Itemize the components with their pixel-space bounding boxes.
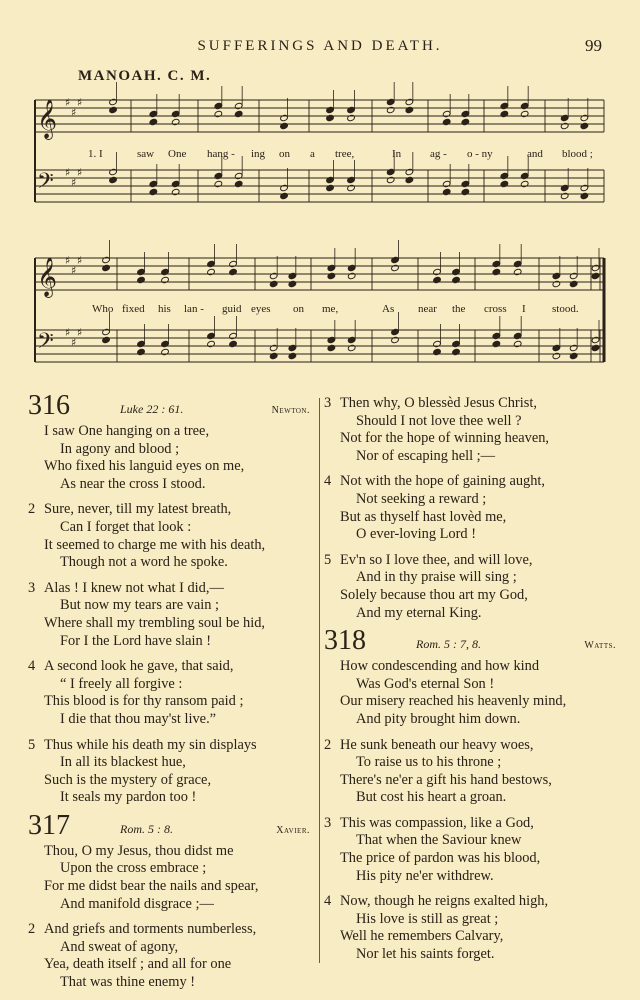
sharp-icon: ♯ (71, 176, 77, 189)
verse-line: And pity brought him down. (356, 710, 521, 727)
note-head (234, 180, 243, 187)
music-score (0, 0, 640, 395)
verse-line: Solely because thou art my God, (340, 586, 528, 603)
note-head (569, 352, 578, 359)
tune-title: MANOAH. C. M. (78, 68, 212, 84)
note-head (461, 118, 470, 125)
note-head (207, 332, 216, 339)
lyric-syllable: One (168, 148, 187, 160)
note-head (149, 118, 158, 125)
verse-line: 4 A second look he gave, that said, (28, 658, 234, 675)
note-head (102, 264, 111, 271)
note-head (433, 268, 442, 275)
stanza (324, 473, 616, 543)
note-head (580, 114, 589, 121)
lyric-syllable: fixed (122, 303, 145, 315)
lyric-syllable: 1. I (88, 148, 103, 160)
lyric-syllable: a (310, 148, 315, 160)
stanza (324, 658, 616, 728)
bass-clef-icon: 𝄢 (37, 169, 54, 199)
verse-line: And sweat of agony, (60, 938, 179, 955)
lyric-syllable: guid (222, 303, 242, 315)
verse-line: 2 He sunk beneath our heavy woes, (324, 736, 534, 753)
verse-line: Upon the cross embrace ; (60, 860, 207, 877)
note-head (386, 106, 395, 113)
verse-line: Who fixed his languid eyes on me, (44, 458, 245, 475)
note-head (492, 260, 501, 267)
note-head (391, 336, 400, 343)
note-head (207, 340, 216, 347)
note-head (452, 276, 461, 283)
note-head (109, 98, 118, 105)
stanza (28, 580, 310, 650)
verse-line: Thou, O my Jesus, thou didst me (44, 842, 234, 859)
note-head (347, 336, 356, 343)
note-head (207, 268, 216, 275)
stanza-number: 3 (324, 395, 332, 411)
note-head (229, 332, 238, 339)
verse-line: I saw One hanging on a tree, (44, 423, 210, 439)
note-head (442, 118, 451, 125)
note-head (391, 256, 400, 263)
verse-line: 3 Alas ! I knew not what I did,— (28, 579, 224, 596)
note-head (347, 184, 356, 191)
stanza (324, 395, 616, 465)
note-head (580, 122, 589, 129)
lyric-syllable: blood ; (562, 148, 593, 160)
verse-line: 4 Now, though he reigns exalted high, (324, 893, 549, 910)
verse-line: But now my tears are vain ; (60, 597, 220, 614)
note-head (452, 340, 461, 347)
verse-line: His love is still as great ; (356, 910, 499, 927)
note-head (591, 344, 600, 351)
note-head (288, 344, 297, 351)
note-head (137, 340, 146, 347)
note-head (433, 348, 442, 355)
lyric-syllable: near (418, 303, 437, 315)
verse-line: In all its blackest hue, (60, 754, 186, 771)
note-head (405, 106, 414, 113)
stanza-number: 4 (324, 473, 332, 490)
note-head (327, 272, 336, 279)
lyric-syllable: Who (92, 303, 114, 315)
note-head (347, 272, 356, 279)
note-head (492, 332, 501, 339)
sharp-icon: ♯ (71, 264, 77, 277)
note-head (580, 192, 589, 199)
note-head (288, 352, 297, 359)
stanza-number: 5 (324, 551, 332, 568)
note-head (552, 344, 561, 351)
sharp-icon: ♯ (65, 326, 71, 339)
verse-line: 5 Ev'n so I love thee, and will love, (324, 551, 533, 568)
verse-line: 2 And griefs and torments numberless, (28, 921, 257, 938)
note-head (326, 176, 335, 183)
note-head (569, 272, 578, 279)
note-head (149, 180, 158, 187)
note-head (552, 280, 561, 287)
note-head (520, 180, 529, 187)
note-head (326, 114, 335, 121)
note-head (171, 180, 180, 187)
stanza (28, 921, 310, 991)
stanza-number: 4 (324, 893, 332, 910)
note-head (386, 176, 395, 183)
hymn-author: Newton. (271, 405, 310, 416)
note-head (500, 180, 509, 187)
verse-line: 2 Sure, never, till my latest breath, (28, 501, 232, 518)
note-head (433, 276, 442, 283)
note-head (347, 106, 356, 113)
note-head (269, 344, 278, 351)
note-head (234, 110, 243, 117)
lyric-syllable: As (382, 303, 395, 315)
stanza-number: 2 (28, 501, 36, 518)
lyric-syllable: the (452, 303, 466, 315)
verse-line: Though not a word he spoke. (60, 554, 228, 571)
stanza (28, 658, 310, 728)
verse-line: Well he remembers Calvary, (340, 928, 504, 945)
note-head (234, 102, 243, 109)
stanza (28, 423, 310, 493)
verse-line: That when the Saviour knew (356, 832, 522, 849)
scripture-reference: Rom. 5 : 8. (120, 821, 173, 836)
verse-line: Not for the hope of winning heaven, (340, 430, 550, 447)
verse-line: There's ne'er a gift his hand bestows, (340, 771, 552, 788)
hymn-number: 317 (28, 809, 70, 841)
verse-line: For I the Lord have slain ! (60, 632, 212, 649)
stanza-number: 2 (324, 736, 332, 753)
stanza (28, 737, 310, 807)
note-head (492, 340, 501, 347)
note-head (591, 272, 600, 279)
stanza-number: 3 (28, 579, 36, 596)
sharp-icon: ♯ (65, 166, 71, 179)
verse-line: Should I not love thee well ? (356, 412, 522, 429)
note-head (288, 280, 297, 287)
note-head (442, 180, 451, 187)
left-column (28, 390, 310, 1000)
note-head (109, 106, 118, 113)
treble-clef-icon: 𝄞 (37, 257, 58, 297)
stanza (28, 843, 310, 913)
note-head (442, 110, 451, 117)
lyric-syllable: on (279, 148, 290, 160)
note-head (513, 340, 522, 347)
note-head (229, 268, 238, 275)
lyric-syllable: cross (484, 303, 507, 315)
verse-line: Our misery reached his heavenly mind, (340, 693, 567, 710)
note-head (161, 276, 170, 283)
sharp-icon: ♯ (71, 336, 77, 349)
verse-line: And manifold disgrace ;— (60, 895, 214, 912)
note-head (520, 102, 529, 109)
note-head (137, 276, 146, 283)
lyrics-line-2 (0, 303, 640, 319)
verse-line: 3 Then why, O blessèd Jesus Christ, (324, 395, 537, 411)
verse-line: How condescending and how kind (340, 658, 540, 675)
verse-line: For me didst bear the nails and spear, (44, 878, 259, 895)
note-head (500, 172, 509, 179)
sharp-icon: ♯ (77, 166, 83, 179)
note-head (161, 340, 170, 347)
sharp-icon: ♯ (65, 254, 71, 267)
stanza (324, 893, 616, 963)
note-head (580, 184, 589, 191)
note-head (149, 110, 158, 117)
verse-line: In agony and blood ; (60, 440, 180, 457)
right-column (324, 395, 616, 972)
sharp-icon: ♯ (77, 326, 83, 339)
lyric-syllable: stood. (552, 303, 579, 315)
note-head (214, 180, 223, 187)
note-head (461, 188, 470, 195)
note-head (214, 172, 223, 179)
sharp-icon: ♯ (77, 96, 83, 109)
note-head (347, 344, 356, 351)
verse-line: But as thyself hast lovèd me, (340, 508, 507, 525)
note-head (102, 336, 111, 343)
note-head (269, 352, 278, 359)
note-head (442, 188, 451, 195)
note-head (591, 264, 600, 271)
note-head (234, 172, 243, 179)
note-head (513, 260, 522, 267)
note-head (386, 168, 395, 175)
verse-line: To raise us to his throne ; (356, 754, 502, 771)
verse-line: And in thy praise will sing ; (356, 569, 517, 586)
note-head (391, 328, 400, 335)
verse-line: It seemed to charge me with his death, (44, 536, 266, 553)
note-head (347, 264, 356, 271)
hymn-header (28, 809, 310, 843)
lyric-syllable: his (158, 303, 171, 315)
hymn-header (324, 625, 616, 658)
note-head (102, 328, 111, 335)
note-head (569, 344, 578, 351)
bass-clef-icon: 𝄢 (37, 329, 54, 359)
note-head (560, 184, 569, 191)
lyrics-line-1 (0, 148, 640, 164)
verse-line: And my eternal King. (356, 604, 482, 621)
hymn-header (28, 390, 310, 423)
sharp-icon: ♯ (71, 106, 77, 119)
hymn-author: Xavier. (276, 824, 310, 836)
verse-line: O ever-loving Lord ! (356, 526, 476, 543)
note-head (591, 336, 600, 343)
note-head (137, 348, 146, 355)
note-head (347, 176, 356, 183)
note-head (137, 268, 146, 275)
lyric-syllable: eyes (251, 303, 271, 315)
verse-line: Yea, death itself ; and all for one (44, 956, 232, 973)
note-head (214, 110, 223, 117)
verse-line: Was God's eternal Son ! (356, 675, 495, 692)
running-title: SUFFERINGS AND DEATH. (197, 38, 443, 54)
note-head (452, 348, 461, 355)
hymn-author: Watts. (584, 640, 616, 652)
note-head (327, 336, 336, 343)
verse-line: But cost his heart a groan. (356, 789, 507, 806)
note-head (207, 260, 216, 267)
note-head (326, 106, 335, 113)
note-head (560, 114, 569, 121)
note-head (461, 180, 470, 187)
hymn-number: 318 (324, 625, 366, 657)
verse-line: It seals my pardon too ! (60, 789, 197, 806)
stanza-number: 5 (28, 736, 36, 753)
verse-line: The price of pardon was his blood, (340, 850, 541, 867)
verse-line: 5 Thus while his death my sin displays (28, 736, 257, 753)
note-head (171, 188, 180, 195)
note-head (405, 168, 414, 175)
note-head (109, 176, 118, 183)
column-divider (319, 398, 320, 963)
note-head (280, 122, 289, 129)
note-head (500, 102, 509, 109)
verse-line: “ I freely all forgive : (60, 675, 183, 692)
note-head (109, 168, 118, 175)
note-head (461, 110, 470, 117)
verse-line: This blood is for thy ransom paid ; (44, 693, 244, 710)
note-head (520, 172, 529, 179)
verse-line: As near the cross I stood. (60, 475, 206, 492)
note-head (229, 260, 238, 267)
verse-line: 4 Not with the hope of gaining aught, (324, 473, 546, 490)
note-head (433, 340, 442, 347)
stanza (324, 737, 616, 807)
note-head (288, 272, 297, 279)
note-head (327, 344, 336, 351)
note-head (560, 122, 569, 129)
note-head (500, 110, 509, 117)
note-head (326, 184, 335, 191)
stanza-number: 4 (28, 658, 36, 675)
verse-line: Not seeking a reward ; (356, 490, 487, 507)
lyric-syllable: me, (322, 303, 339, 315)
treble-clef-icon: 𝄞 (37, 99, 58, 139)
lyric-syllable: and (527, 148, 543, 160)
lyric-syllable: saw (137, 148, 155, 160)
verse-line: Where shall my trembling soul be hid, (44, 614, 266, 631)
verse-line: Can I forget that look : (60, 518, 192, 535)
note-head (171, 110, 180, 117)
note-head (269, 272, 278, 279)
lyric-syllable: hang - (207, 148, 235, 160)
note-head (569, 280, 578, 287)
stanza-number: 2 (28, 921, 36, 938)
note-head (280, 184, 289, 191)
hymn-number: 316 (28, 390, 70, 421)
note-head (161, 268, 170, 275)
note-head (391, 264, 400, 271)
note-head (513, 332, 522, 339)
verse-line: I die that thou may'st live.” (60, 710, 217, 727)
note-head (280, 192, 289, 199)
lyric-syllable: ag - (430, 148, 447, 160)
lyric-syllable: In (392, 148, 402, 160)
note-head (269, 280, 278, 287)
sharp-icon: ♯ (77, 254, 83, 267)
note-head (214, 102, 223, 109)
stanza-number: 3 (324, 814, 332, 831)
verse-line: Such is the mystery of grace, (44, 771, 212, 788)
note-head (513, 268, 522, 275)
note-head (386, 98, 395, 105)
note-head (171, 118, 180, 125)
note-head (161, 348, 170, 355)
note-head (102, 256, 111, 263)
note-head (347, 114, 356, 121)
note-head (280, 114, 289, 121)
note-head (492, 268, 501, 275)
stanza (28, 501, 310, 571)
note-head (229, 340, 238, 347)
lyric-syllable: tree, (335, 148, 355, 160)
verse-line: 3 This was compassion, like a God, (324, 814, 534, 831)
note-head (560, 192, 569, 199)
note-head (520, 110, 529, 117)
verse-line: That was thine enemy ! (60, 974, 196, 991)
note-head (405, 176, 414, 183)
verse-line: Nor of escaping hell ;— (356, 447, 496, 464)
note-head (149, 188, 158, 195)
stanza (324, 815, 616, 885)
note-head (552, 272, 561, 279)
note-head (452, 268, 461, 275)
lyric-syllable: lan - (184, 303, 204, 315)
lyric-syllable: ing (251, 148, 266, 160)
note-head (327, 264, 336, 271)
verse-line: Nor let his saints forget. (356, 946, 495, 963)
page-number: 99 (585, 36, 602, 55)
scripture-reference: Luke 22 : 61. (120, 402, 184, 416)
lyric-syllable: o - ny (467, 148, 493, 160)
sharp-icon: ♯ (65, 96, 71, 109)
verse-line: His pity ne'er withdrew. (356, 867, 494, 884)
lyric-syllable: on (293, 303, 304, 315)
note-head (405, 98, 414, 105)
scripture-reference: Rom. 5 : 7, 8. (416, 637, 481, 652)
stanza (324, 552, 616, 622)
lyric-syllable: I (522, 303, 526, 315)
note-head (552, 352, 561, 359)
